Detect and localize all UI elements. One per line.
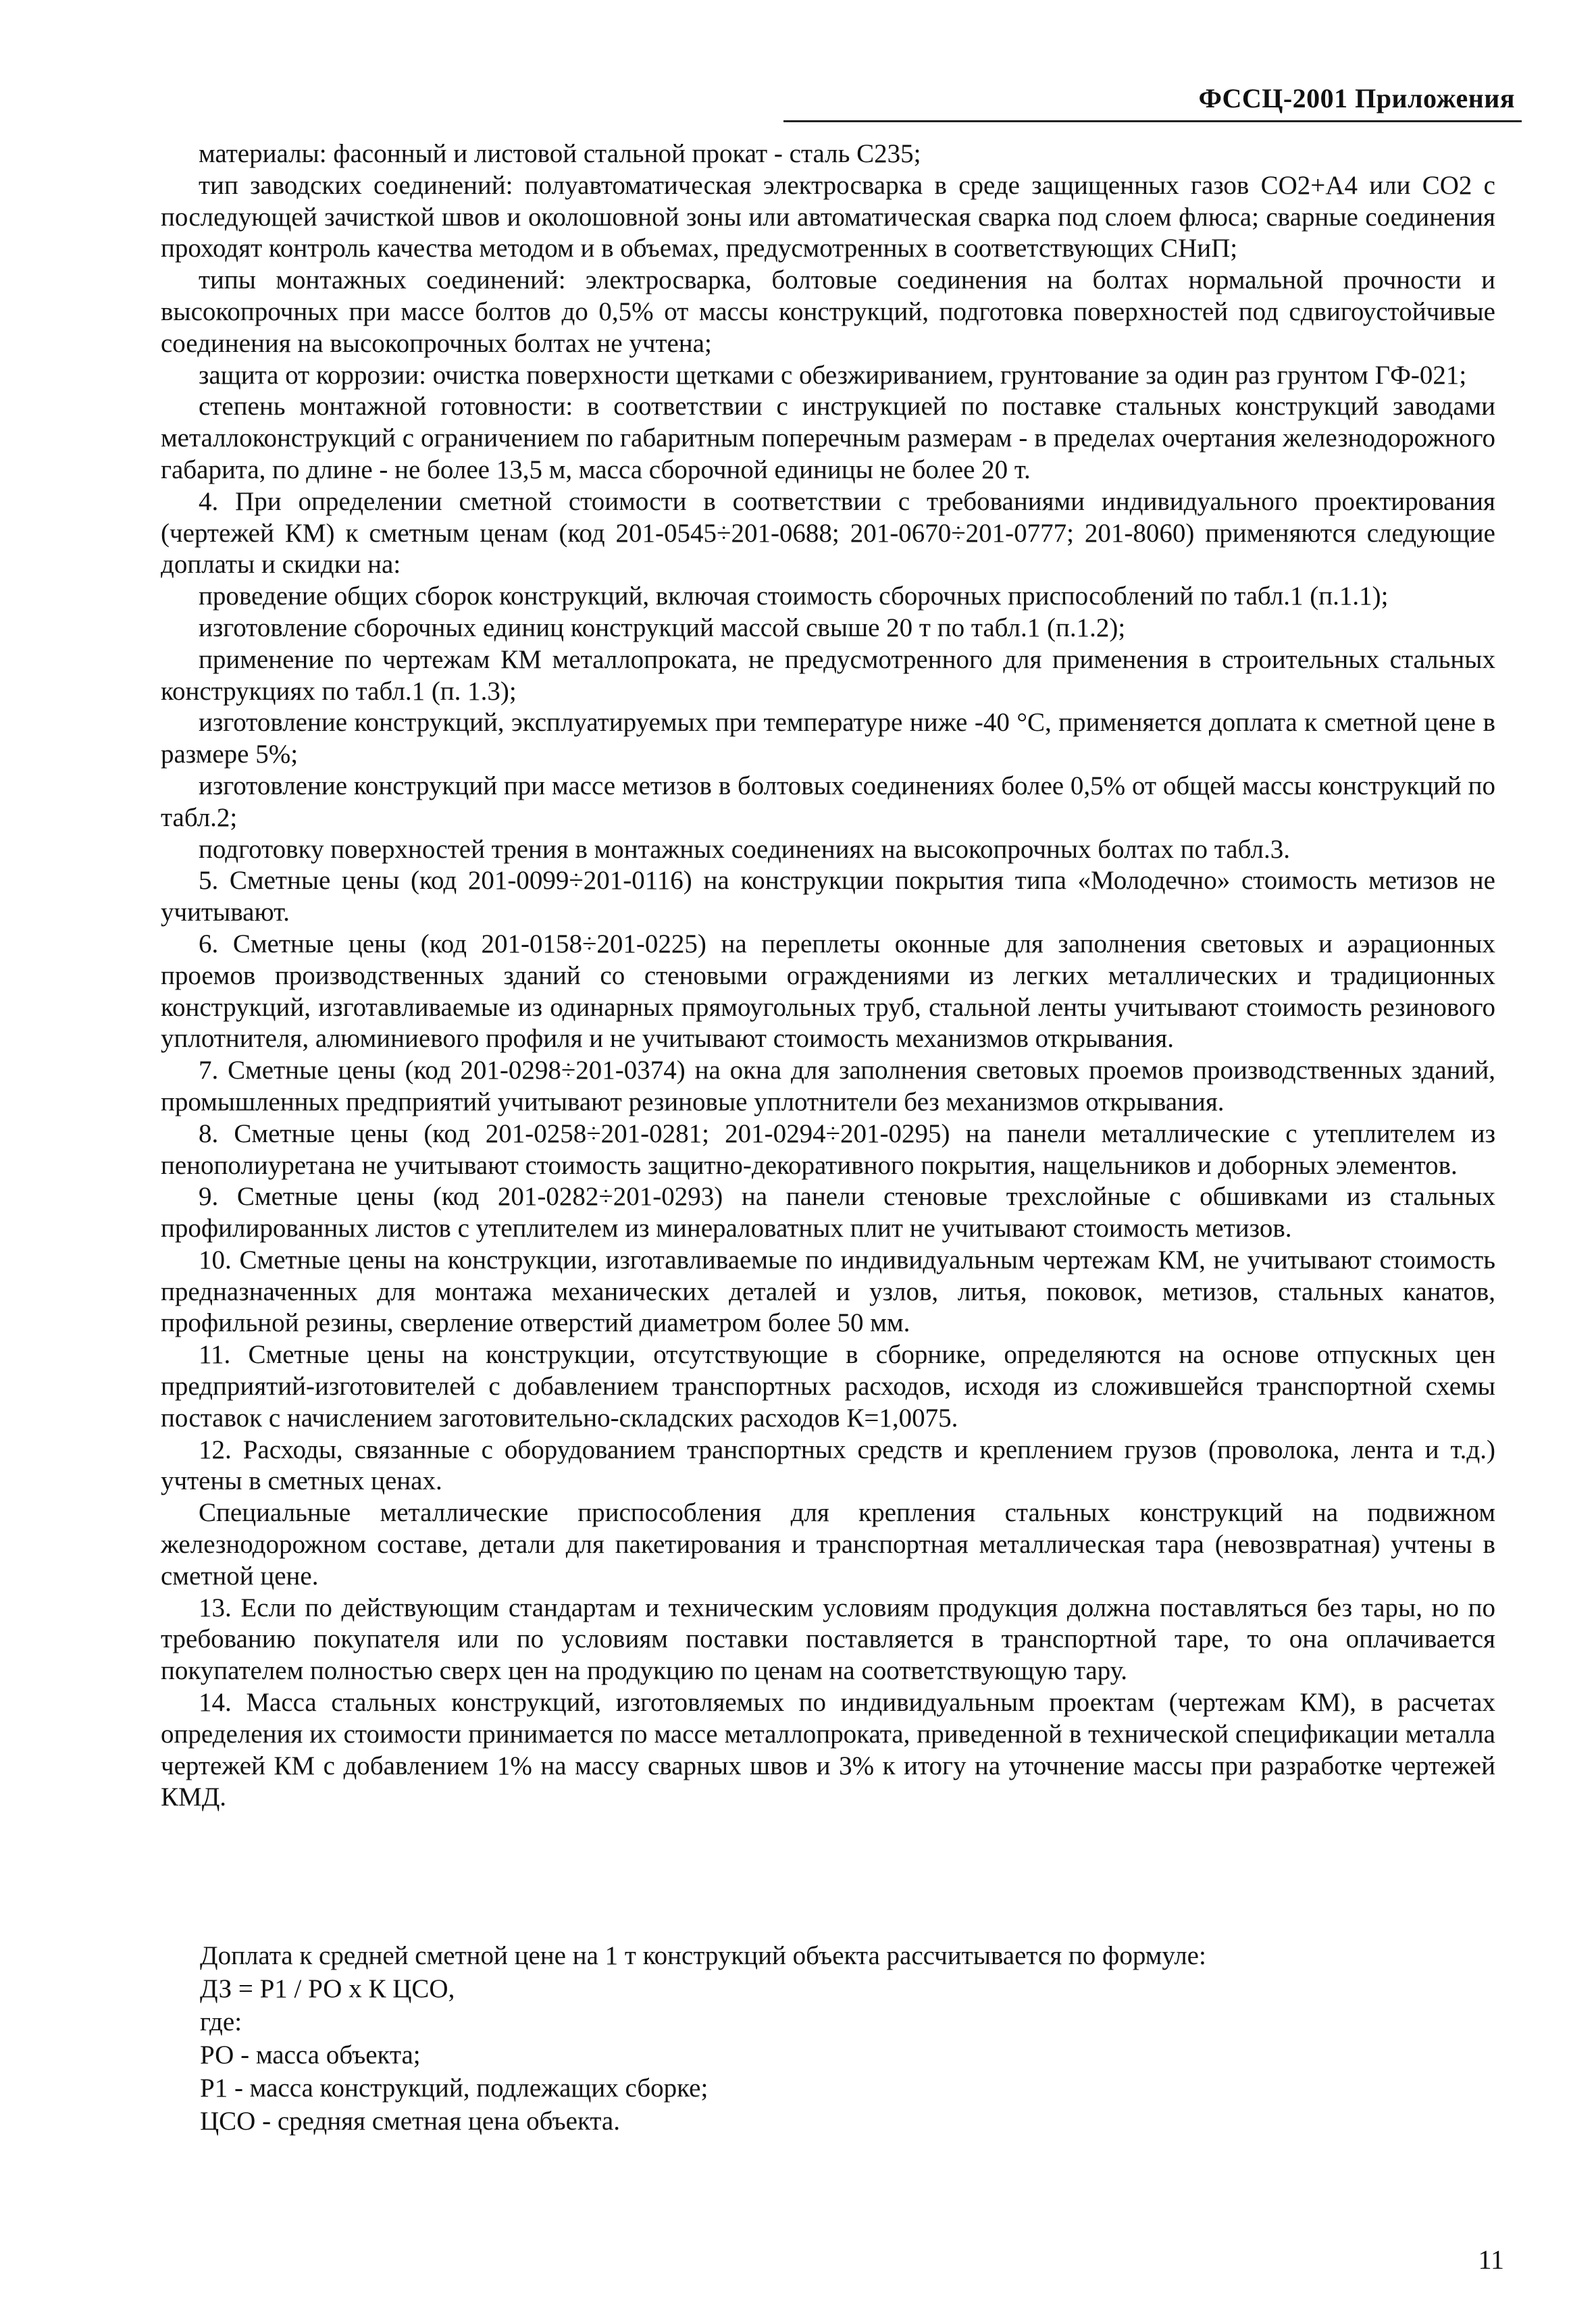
paragraph-item-7: 7. Сметные цены (код 201-0298÷201-0374) на окна для заполнения световых проемов производственных зданий, промышленных предприятий учитывают резиновые уплотнители без механизмов открывания. [161, 1056, 1495, 1116]
paragraph-item-4: 4. При определении сметной стоимости в соответствии с требованиями индивидуального проектирования (чертежей КМ) к сметным ценам (код 201-0545÷201-0688; 201-0670÷201-0777; 201-8060) применяются следующие доплаты и скидки на: [161, 486, 1495, 580]
formula-intro: Доплата к средней сметной цене на 1 т конструкций объекта рассчитывается по формуле: [200, 1941, 1206, 1970]
paragraph-friction-surfaces: подготовку поверхностей трения в монтажных соединениях на высокопрочных болтах по табл.3. [199, 834, 1290, 864]
paragraph-low-temperature: изготовление конструкций, эксплуатируемых при температуре ниже -40 °С, применяется доплата к сметной цене в размере 5%; [161, 708, 1495, 769]
paragraph-assembly-readiness: степень монтажной готовности: в соответствии с инструкцией по поставке стальных конструкций заводами металлоконструкций с ограничением по габаритным поперечным размерам - в пределах очертания железнодорожного габарита, по длине - не более 13,5 м, масса сборочной единицы не более 20 т. [161, 392, 1495, 484]
paragraph-special-fixtures: Специальные металлические приспособления для крепления стальных конструкций на подвижном железнодорожном составе, детали для пакетирования и транспортная металлическая тара (невозвратная) учтены в сметной цене. [161, 1498, 1495, 1591]
paragraph-general-assembly: проведение общих сборок конструкций, включая стоимость сборочных приспособлений по табл.1 (п.1.1); [199, 582, 1389, 611]
formula-definition: РО - масса объекта; [200, 2040, 421, 2069]
formula-block [200, 1940, 1483, 2138]
body-text [161, 138, 1495, 1814]
paragraph-assembly-joints: типы монтажных соединений: электросварка, болтовые соединения на болтах нормальной прочности и высокопрочных при массе болтов до 0,5% от массы конструкций, подготовка поверхностей под сдвигоустойчивые соединения на высокопрочных болтах не учтена; [161, 265, 1495, 358]
paragraph-item-5: 5. Сметные цены (код 201-0099÷201-0116) на конструкции покрытия типа «Молодечно» стоимость метизов не учитывают. [161, 866, 1495, 927]
paragraph-item-11: 11. Сметные цены на конструкции, отсутствующие в сборнике, определяются на основе отпускных цен предприятий-изготовителей с добавлением транспортных расходов, исходя из сложившейся транспортной схемы поставок с начислением заготовительно-складских расходов К=1,0075. [161, 1340, 1495, 1433]
paragraph-item-12: 12. Расходы, связанные с оборудованием транспортных средств и креплением грузов (проволока, лента и т.д.) учтены в сметных ценах. [161, 1435, 1495, 1496]
paragraph-heavy-units: изготовление сборочных единиц конструкций массой свыше 20 т по табл.1 (п.1.2); [199, 613, 1126, 642]
paragraph-item-6: 6. Сметные цены (код 201-0158÷201-0225) на переплеты оконные для заполнения световых и аэрационных проемов производственных зданий со стеновыми ограждениями из легких металлических и традиционных конструкций, изготавливаемые из одинарных прямоугольных труб, стальной ленты учитывают стоимость резинового уплотнителя, алюминиевого профиля и не учитывают стоимость механизмов открывания. [161, 929, 1495, 1054]
paragraph-factory-joints: тип заводских соединений: полуавтоматическая электросварка в среде защищенных газов СО2+А4 или СО2 с последующей зачисткой швов и околошовной зоны или автоматическая сварка под слоем флюса; сварные соединения проходят контроль качества методом и в объемах, предусмотренных в соответствующих СНиП; [161, 170, 1495, 263]
paragraph-rolled-metal: применение по чертежам КМ металлопроката, не предусмотренного для применения в строительных стальных конструкциях по табл.1 (п. 1.3); [161, 644, 1495, 706]
paragraph-item-13: 13. Если по действующим стандартам и техническим условиям продукция должна поставляться без тары, но по требованию покупателя или по условиям поставки поставляется в транспортной таре, то она оплачивается покупателем полностью сверх цен на продукцию по ценам на соответствующую тару. [161, 1593, 1495, 1686]
paragraph-fasteners-mass: изготовление конструкций при массе метизов в болтовых соединениях более 0,5% от общей массы конструкций по табл.2; [161, 771, 1495, 832]
formula-where: где: [200, 2007, 242, 2036]
paragraph-item-9: 9. Сметные цены (код 201-0282÷201-0293) на панели стеновые трехслойные с обшивками из стальных профилированных листов с утеплителем из минераловатных плит не учитывают стоимость метизов. [161, 1182, 1495, 1243]
page-number: 11 [1478, 2244, 1504, 2275]
header-rule [783, 120, 1522, 122]
paragraph-materials: материалы: фасонный и листовой стальной прокат - сталь С235; [199, 139, 921, 168]
running-header: ФССЦ-2001 Приложения [1198, 83, 1515, 113]
formula-definition: ЦСО - средняя сметная цена объекта. [200, 2107, 620, 2136]
formula-expression: ДЗ = Р1 / РО х К ЦСО, [200, 1974, 455, 2003]
paragraph-item-10: 10. Сметные цены на конструкции, изготавливаемые по индивидуальным чертежам КМ, не учитывают стоимость предназначенных для монтажа механических деталей и узлов, литья, поковок, метизов, стальных канатов, профильной резины, сверление отверстий диаметром более 50 мм. [161, 1245, 1495, 1338]
formula-definition: Р1 - масса конструкций, подлежащих сборке; [200, 2074, 709, 2103]
paragraph-item-8: 8. Сметные цены (код 201-0258÷201-0281; 201-0294÷201-0295) на панели металлические с утеплителем из пенополиуретана не учитывают стоимость защитно-декоративного покрытия, нащельников и доборных элементов. [161, 1119, 1495, 1180]
paragraph-corrosion-protection: защита от коррозии: очистка поверхности щетками с обезжириванием, грунтование за один раз грунтом ГФ-021; [199, 360, 1467, 390]
paragraph-item-14: 14. Масса стальных конструкций, изготовляемых по индивидуальным проектам (чертежам КМ), в расчетах определения их стоимости принимается по массе металлопроката, приведенной в технической спецификации металла чертежей КМ с добавлением 1% на массу сварных швов и 3% к итогу на уточнение массы при разработке чертежей КМД. [161, 1688, 1495, 1812]
